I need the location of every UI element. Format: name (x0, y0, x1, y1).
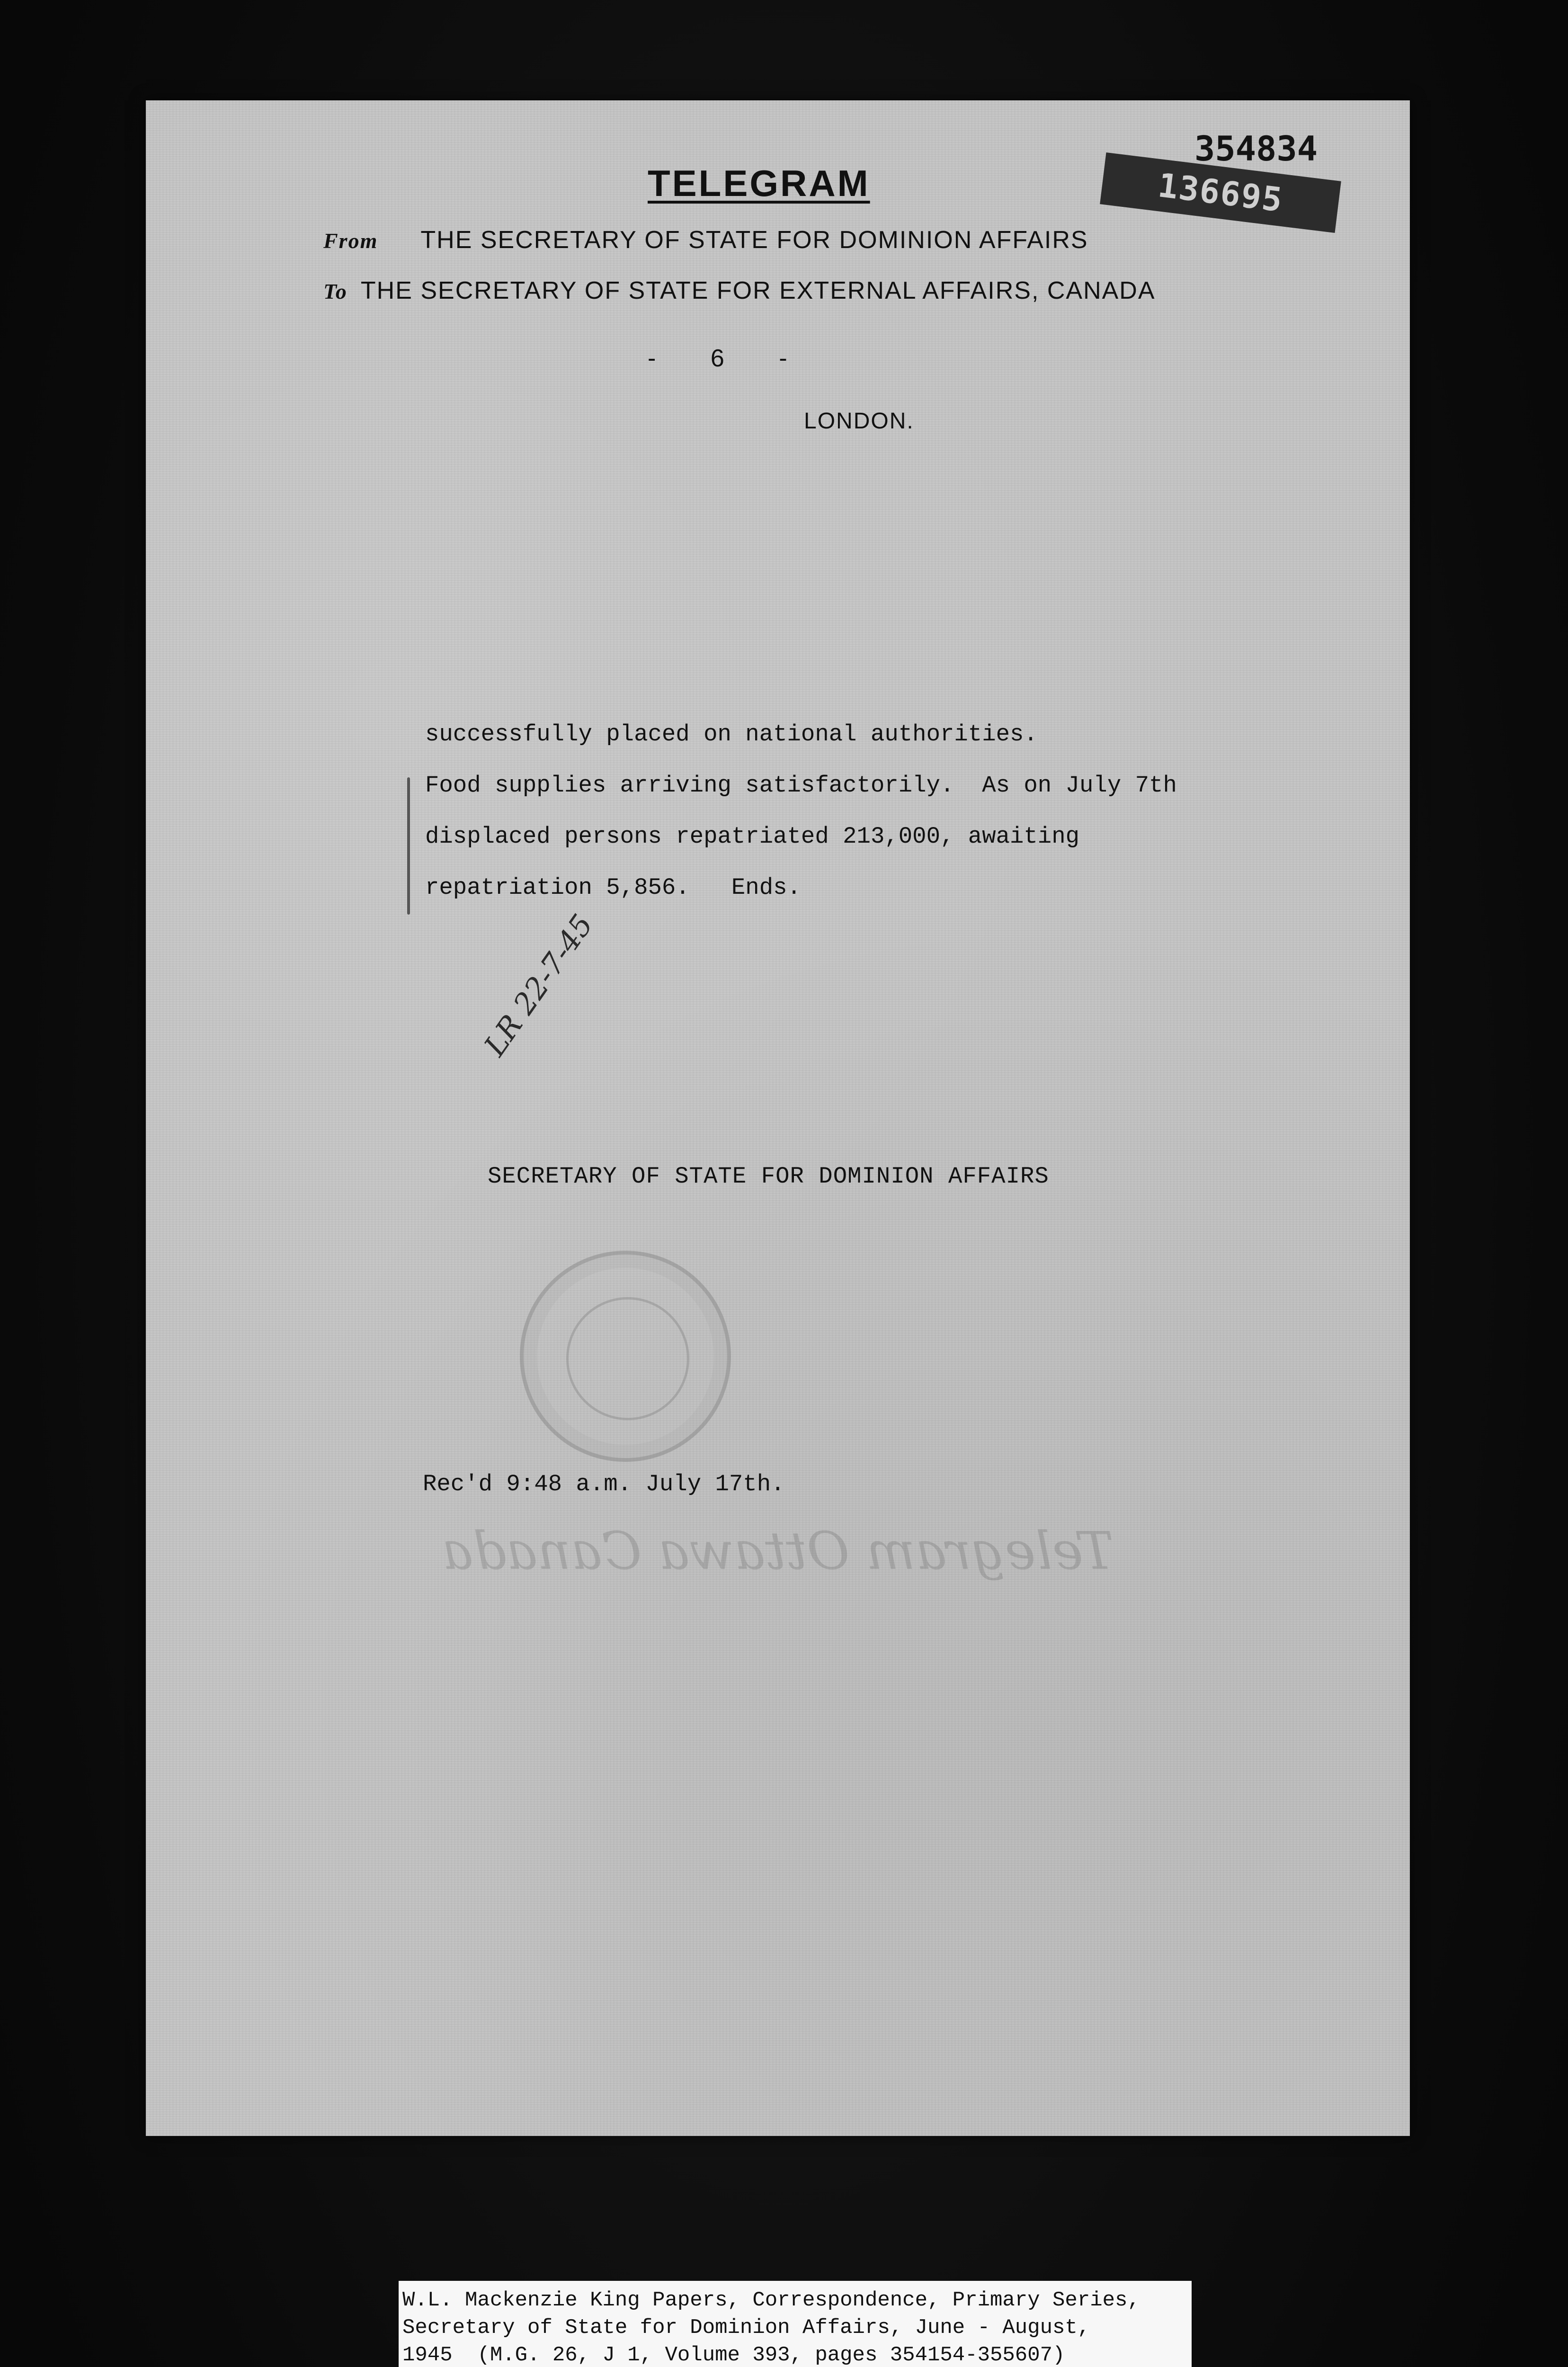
citation-line: W.L. Mackenzie King Papers, Correspondence, Primary Series, (402, 2288, 1140, 2312)
from-prefix: From (323, 229, 378, 253)
telegram-body (425, 709, 1177, 913)
from-text: THE SECRETARY OF STATE FOR DOMINION AFFAIRS (420, 226, 1088, 254)
origin-city: LONDON. (804, 409, 914, 434)
to-prefix: To (323, 279, 347, 303)
archive-page-number: 354834 (1194, 129, 1318, 169)
body-line: repatriation 5,856. Ends. (425, 874, 801, 901)
citation-line: 1945 (M.G. 26, J 1, Volume 393, pages 354154-355607) (402, 2343, 1065, 2367)
received-timestamp: Rec'd 9:48 a.m. July 17th. (423, 1471, 785, 1497)
body-line: successfully placed on national authorities. (425, 721, 1038, 747)
stamped-number-label: 136695 (1100, 152, 1341, 233)
to-line (323, 276, 1156, 305)
bleed-through-text: Telegram Ottawa Canada (442, 1521, 1114, 1581)
margin-pencil-mark (407, 777, 410, 915)
telegram-sheet (146, 100, 1410, 2136)
faded-seal-stamp (520, 1251, 731, 1462)
seal-inner-ring (566, 1297, 689, 1420)
citation-line: Secretary of State for Dominion Affairs, June - August, (402, 2316, 1090, 2340)
page-number: - 6 - (648, 345, 787, 372)
body-line: Food supplies arriving satisfactorily. As on July 7th (425, 772, 1177, 799)
citation-label (399, 2281, 1192, 2367)
handwritten-initials: LR 22-7-45 (477, 908, 600, 1062)
to-text: THE SECRETARY OF STATE FOR EXTERNAL AFFAIRS, CANADA (360, 277, 1156, 304)
telegram-title: TELEGRAM (648, 162, 870, 204)
signature-block: SECRETARY OF STATE FOR DOMINION AFFAIRS (488, 1163, 1049, 1190)
body-line: displaced persons repatriated 213,000, awaiting (425, 823, 1080, 850)
from-line (323, 226, 1088, 254)
